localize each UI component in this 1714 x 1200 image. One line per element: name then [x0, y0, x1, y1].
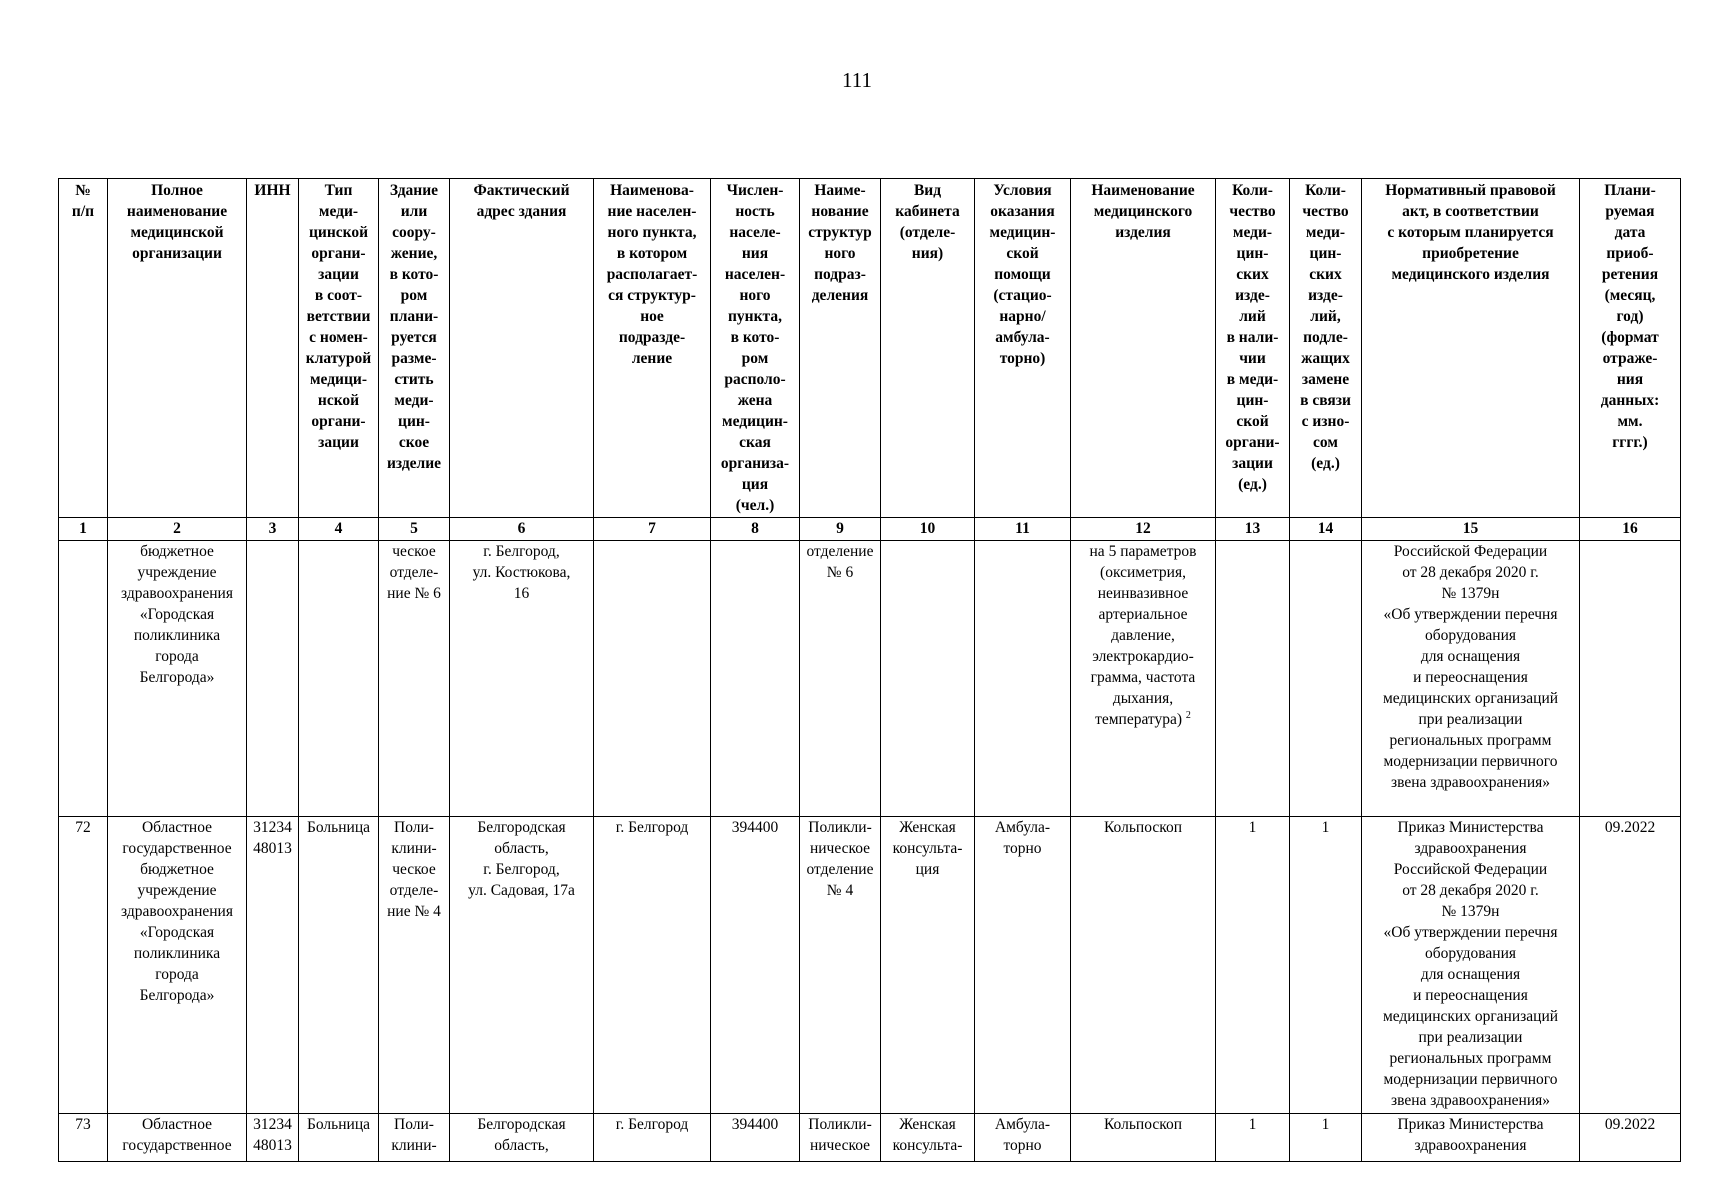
cell-subdivision: отделение № 6	[800, 541, 881, 817]
cell-devices-available	[1216, 541, 1290, 817]
cell-organization-name: Областное государственное	[108, 1114, 247, 1162]
cell-care-conditions: Амбула- торно	[975, 1114, 1071, 1162]
cell-organization-type: Больница	[299, 1114, 379, 1162]
cell-organization-name: бюджетное учреждение здравоохранения «Городская поликлиника города Белгорода»	[108, 541, 247, 817]
col-header-address: Фактический адрес здания	[450, 179, 594, 518]
col-header-population: Числен- ность населе- ния населен- ного пункта, в кото- ром располо- жена медицин- ская организа- ция (чел.)	[711, 179, 800, 518]
col-header-care-conditions: Условия оказания медицин- ской помощи (стацио- нарно/ амбула- торно)	[975, 179, 1071, 518]
page-number: 111	[842, 68, 872, 92]
cell-population: 394400	[711, 1114, 800, 1162]
cell-population: 394400	[711, 817, 800, 1114]
col-header-organization-type: Тип меди- цинской органи- зации в соот- ветствии с номен- клатурой медици- нской органи- зации	[299, 179, 379, 518]
cell-address: г. Белгород, ул. Костюкова, 16	[450, 541, 594, 817]
column-number: 4	[299, 518, 379, 541]
cell-settlement	[594, 541, 711, 817]
cell-organization-type: Больница	[299, 817, 379, 1114]
cell-subdivision: Поликли- ническое	[800, 1114, 881, 1162]
cell-device-name	[1071, 541, 1216, 817]
cell-population	[711, 541, 800, 817]
cell-care-conditions: Амбула- торно	[975, 817, 1071, 1114]
cell-devices-available: 1	[1216, 817, 1290, 1114]
cell-planned-date: 09.2022	[1580, 1114, 1681, 1162]
cell-devices-available: 1	[1216, 1114, 1290, 1162]
table-row-73	[59, 1114, 1681, 1162]
column-number: 10	[881, 518, 975, 541]
cell-legal-act: Приказ Министерства здравоохранения Российской Федерации от 28 декабря 2020 г. № 1379н «Об утверждении перечня оборудования для оснащения и переоснащения медицинских организаций при реализации региональных программ модернизации первичного звена здравоохранения»	[1362, 817, 1580, 1114]
cell-room-type	[881, 541, 975, 817]
col-header-subdivision: Наиме- нование структур ного подраз- деления	[800, 179, 881, 518]
cell-devices-to-replace	[1290, 541, 1362, 817]
col-header-devices-to-replace: Коли- чество меди- цин- ских изде- лий, подле- жащих замене в связи с изно- сом (ед.)	[1290, 179, 1362, 518]
device-name-text: на 5 параметров (оксиметрия, неинвазивное артериальное давление, электрокардио- грамма, частота дыхания, температура)	[1089, 543, 1197, 728]
cell-number	[59, 541, 108, 817]
cell-address: Белгородская область, г. Белгород, ул. Садовая, 17а	[450, 817, 594, 1114]
cell-settlement: г. Белгород	[594, 1114, 711, 1162]
cell-care-conditions	[975, 541, 1071, 817]
cell-building: Поли- клини- ческое отделе- ние № 4	[379, 817, 450, 1114]
cell-address: Белгородская область,	[450, 1114, 594, 1162]
cell-inn: 31234 48013	[247, 1114, 299, 1162]
column-number: 5	[379, 518, 450, 541]
table-row-72	[59, 817, 1681, 1114]
cell-inn	[247, 541, 299, 817]
cell-legal-act: Российской Федерации от 28 декабря 2020 г. № 1379н «Об утверждении перечня оборудования для оснащения и переоснащения медицинских организаций при реализации региональных программ модернизации первичного звена здравоохранения»	[1362, 541, 1580, 817]
cell-room-type: Женская консульта- ция	[881, 817, 975, 1114]
cell-device-name: Кольпоскоп	[1071, 1114, 1216, 1162]
col-header-planned-date: Плани- руемая дата приоб- ретения (месяц, год) (формат отраже- ния данных: мм. гггг.)	[1580, 179, 1681, 518]
cell-planned-date	[1580, 541, 1681, 817]
cell-organization-type	[299, 541, 379, 817]
cell-devices-to-replace: 1	[1290, 817, 1362, 1114]
column-number: 2	[108, 518, 247, 541]
col-header-number: № п/п	[59, 179, 108, 518]
column-number: 11	[975, 518, 1071, 541]
col-header-devices-available: Коли- чество меди- цин- ских изде- лий в нали- чии в меди- цин- ской органи- зации (ед.)	[1216, 179, 1290, 518]
column-number: 8	[711, 518, 800, 541]
cell-settlement: г. Белгород	[594, 817, 711, 1114]
cell-planned-date: 09.2022	[1580, 817, 1681, 1114]
cell-number: 72	[59, 817, 108, 1114]
column-number: 3	[247, 518, 299, 541]
cell-building: Поли- клини-	[379, 1114, 450, 1162]
table-header-row	[59, 179, 1681, 518]
column-number: 7	[594, 518, 711, 541]
column-number: 9	[800, 518, 881, 541]
column-number: 14	[1290, 518, 1362, 541]
footnote-mark: 2	[1185, 709, 1191, 721]
col-header-legal-act: Нормативный правовой акт, в соответствии с которым планируется приобретение медицинского изделия	[1362, 179, 1580, 518]
column-number: 6	[450, 518, 594, 541]
cell-room-type: Женская консульта-	[881, 1114, 975, 1162]
cell-number: 73	[59, 1114, 108, 1162]
cell-devices-to-replace: 1	[1290, 1114, 1362, 1162]
col-header-organization-name: Полное наименование медицинской организации	[108, 179, 247, 518]
col-header-device-name: Наименование медицинского изделия	[1071, 179, 1216, 518]
cell-legal-act: Приказ Министерства здравоохранения	[1362, 1114, 1580, 1162]
column-number-row	[59, 518, 1681, 541]
column-number: 12	[1071, 518, 1216, 541]
col-header-settlement: Наименова- ние населен- ного пункта, в котором располагает- ся структур- ное подразде- ление	[594, 179, 711, 518]
cell-device-name: Кольпоскоп	[1071, 817, 1216, 1114]
col-header-room-type: Вид кабинета (отделе- ния)	[881, 179, 975, 518]
column-number: 16	[1580, 518, 1681, 541]
cell-subdivision: Поликли- ническое отделение № 4	[800, 817, 881, 1114]
col-header-inn: ИНН	[247, 179, 299, 518]
column-number: 15	[1362, 518, 1580, 541]
equipment-table	[58, 178, 1681, 1162]
column-number: 1	[59, 518, 108, 541]
col-header-building: Здание или соору- жение, в кото- ром плани- руется разме- стить меди- цин- ское изделие	[379, 179, 450, 518]
cell-building: ческое отделе- ние № 6	[379, 541, 450, 817]
table-row-continuation	[59, 541, 1681, 817]
cell-organization-name: Областное государственное бюджетное учреждение здравоохранения «Городская поликлиника города Белгорода»	[108, 817, 247, 1114]
column-number: 13	[1216, 518, 1290, 541]
cell-inn: 31234 48013	[247, 817, 299, 1114]
